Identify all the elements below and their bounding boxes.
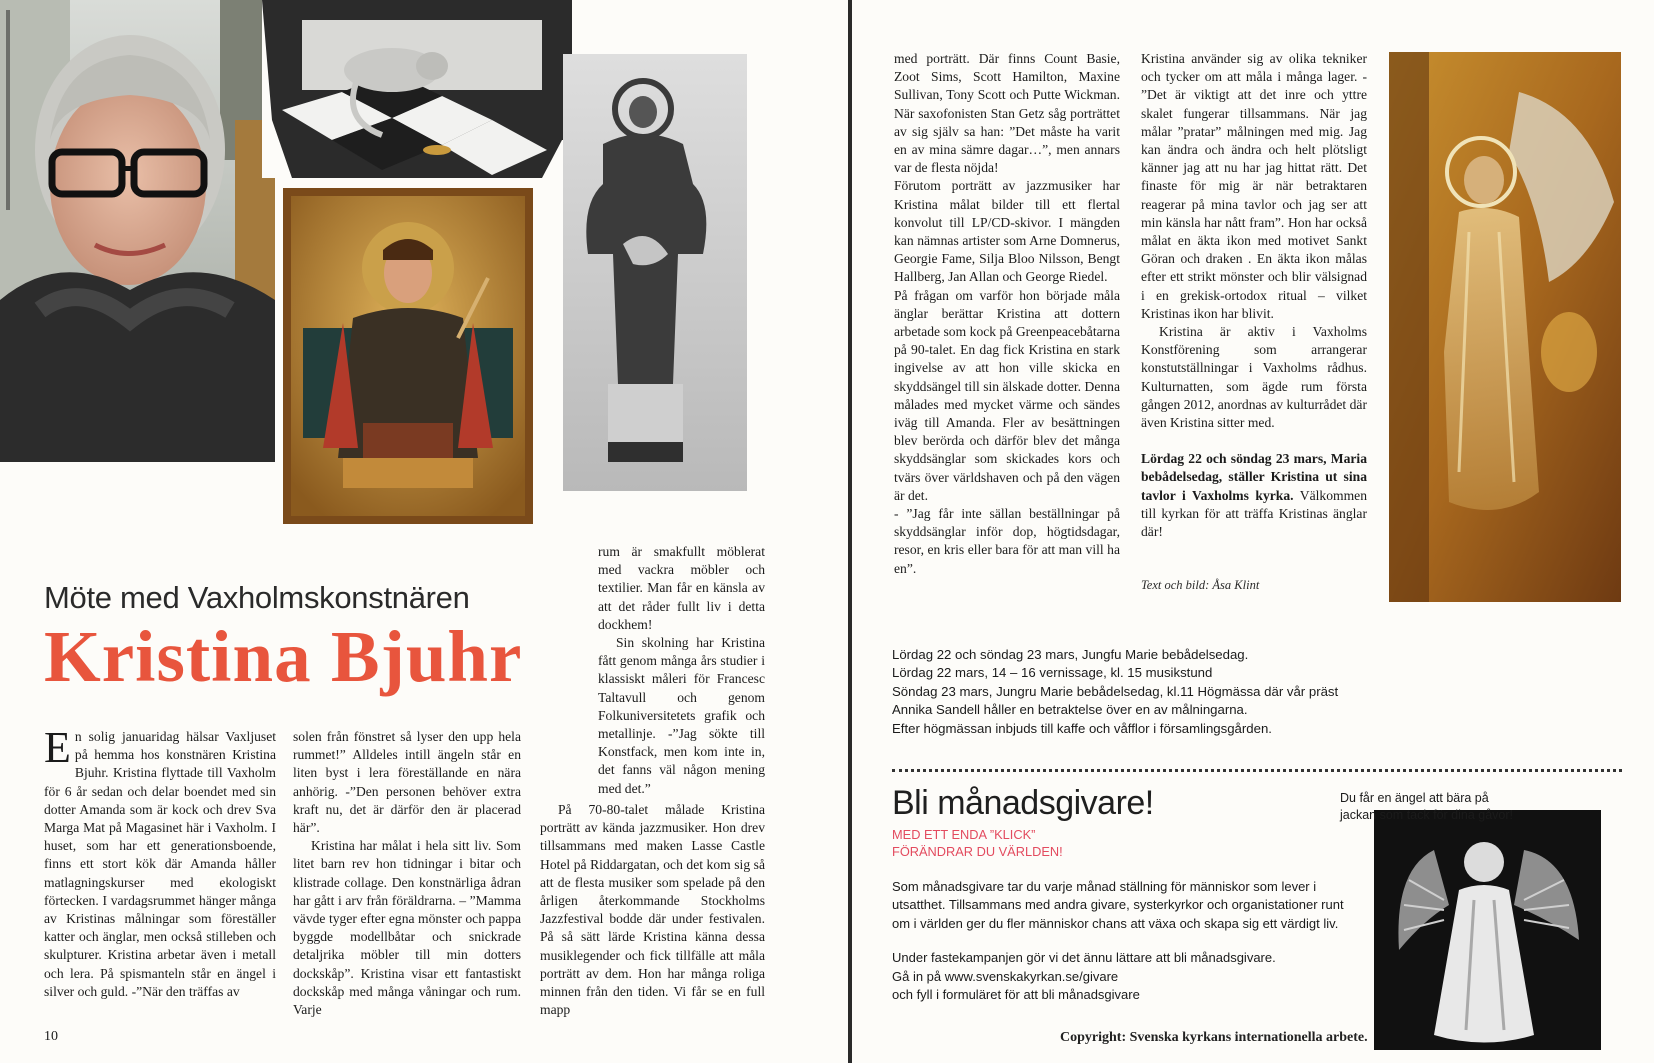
article-column-2: [293, 728, 521, 1019]
event-line: Lördag 22 och söndag 23 mars, Jungfu Marie bebådelsedag.: [892, 647, 1249, 662]
paragraph: Välkommen till kyrkan för att träffa Kristinas änglar där!: [1141, 487, 1367, 540]
paragraph: n solig januaridag hälsar Vaxljuset på hemma hos konstnären Kristina Bjuhr. Kristina flyttade till Vaxholm för 6 år sedan och delar boendet med sin dotter Amanda som är kock och drev Sva Marga Mat på Magasinet här i Vaxholm. I huset, som har ett generationsboende, finns ett stort kök där Amanda håller matlagningskurser med ekologiskt förtecken. I vardagsrummet hänger många av Kristinas målningar som föreställer katter och änglar, men också stilleben och skulpturer. Kristina arbetar även i metall och lera. På spismanteln står en ängel i silver och guld. -”När den träffas av: [44, 729, 276, 999]
copyright-notice: Copyright: Svenska kyrkans internationella arbete.: [1060, 1030, 1368, 1045]
paragraph: Förutom porträtt av jazzmusiker har Kristina målat bilder till ett flertal konvolut till LP/CD-skivor. I mängden kan nämnas artister som Arne Domnerus, Georgie Fame, Silja Bloo Nilsson, Bengt Hallberg, Jan Allan och George Riedel.: [894, 178, 1120, 285]
paragraph: På frågan om varför hon började måla änglar berättar Kristina att dottern arbetade som kock på Greenpeacebåtarna på 90-talet. En dag fick Kristina en stark ingivelse av att hon ville skicka en skyddsängel till sin älskade dotter. Denna målades med mycket värme och sändes iväg till Amanda. Fler av besättningen blev berörda och därför blev det många skyddsänglar som skickades kors och tvärs över världshaven och på den vägen är det.: [894, 287, 1120, 503]
angel-pin-caption-line: Du får en ängel att bära på: [1340, 791, 1489, 805]
article-kicker: Möte med Vaxholmskonstnären: [44, 580, 470, 615]
article-column-5: [1141, 50, 1367, 541]
cat-painting-photo: [262, 0, 572, 178]
giver-subheading-line: MED ETT ENDA ”KLICK”: [892, 827, 1036, 842]
giver-subheading: [892, 826, 1063, 860]
paragraph: Sin skolning har Kristina fått genom många års studier i klassiskt måleri för Francesc Taltavull och genom Folkuniversitetets grafik och metallinje. -”Jag sökte till Konstfack, men kom inte in, det fanns väl någon mening med det.”: [598, 635, 765, 796]
angel-sculpture-photo: [563, 54, 747, 491]
giver-body-line: och fyll i formuläret för att bli månadsgivare: [892, 987, 1140, 1003]
giver-subheading-line: FÖRÄNDRAR DU VÄRLDEN!: [892, 844, 1063, 859]
paragraph: rum är smakfullt möblerat med vackra möbler och textilier. Man får en känsla av att det råder fullt liv i detta dockhem!: [598, 544, 765, 632]
paragraph: Kristina är aktiv i Vaxholms Konstförening som arrangerar konstutställningar i Vaxholms rådhus. Kulturnatten, som ägde rum första gången 2012, anordnas av kulturrådet där även Kristina sitter med.: [1141, 324, 1367, 431]
event-line: Annika Sandell håller en betraktelse över en av målningarna.: [892, 702, 1248, 718]
giver-body-line: Som månadsgivare tar du varje månad ställning för människor som lever i: [892, 879, 1317, 894]
angel-pin-caption: [1340, 790, 1580, 824]
giver-body-line: om i världen ger du fler människor chans att växa och skapa sig ett värdigt liv.: [892, 915, 1339, 931]
article-column-4: [894, 50, 1120, 578]
event-line: Söndag 23 mars, Jungru Marie bebådelsedag, kl.11 Högmässa där vår präst: [892, 683, 1339, 699]
paragraph: Kristina har målat i hela sitt liv. Som litet barn rev hon tidningar i bitar och klistrade collage. Den konstnärliga ådran har gått i arv från föräldrarna. – ”Mamma vävde tyger efter egna mönster och pappa byggde modellbåtar och snickrade detaljrika möbler till min dotters dockskåp”. Kristina visar ett fantastiskt dockskåp med många våningar och rum. Varje: [293, 838, 521, 1018]
portrait-photo: [0, 0, 275, 462]
angel-pin-caption-line: jackan som tack för dina gåvor!: [1340, 808, 1513, 822]
article-column-3: [540, 801, 765, 1019]
dotted-divider: [892, 769, 1622, 772]
event-line: Efter högmässan inbjuds till kaffe och våfflor i församlingsgården.: [892, 720, 1272, 736]
giver-body-line: utsatthet. Tillsammans med andra givare, systerkyrkor och organistationer runt: [892, 897, 1344, 913]
exhibition-announcement: Lördag 22 och söndag 23 mars, Maria bebådelsedag, ställer Kristina ut sina tavlor i Vaxholms kyrka.: [1141, 451, 1367, 503]
article-headline: Kristina Bjuhr: [44, 616, 523, 697]
page-number: 10: [44, 1029, 58, 1044]
angel-pin-photo: [1374, 810, 1601, 1050]
article-column-3-top: [598, 543, 765, 798]
paragraph: solen från fönstret så lyser den upp hela rummet!” Alldeles intill ängeln står en liten byst i lera föreställande en nära anhörig. -”Den personen behöver extra kraft nu, det är därför den är placerad här”.: [293, 729, 521, 836]
article-column-1: [44, 723, 276, 1001]
giver-heading: Bli månadsgivare!: [892, 784, 1154, 822]
paragraph: På 70-80-talet målade Kristina porträtt av kända jazzmusiker. Hon drev tillsammans med maken Lasse Castle Hotel på Riddargatan, och det kom sig så att de flesta musiker som spelade på den årligen återkommande Stockholms Jazzfestival bodde där under festivalen. På så sätt lärde Kristina känna dessa musiklegender och fick tillfälle att måla porträtt av dem. Hon har många roliga minnen från den tiden. Vi får se en full mapp: [540, 802, 765, 1018]
paragraph: med porträtt. Där finns Count Basie, Zoot Sims, Scott Hamilton, Maxine Sullivan, Tony Scott och Putte Wickman. När saxofonisten Stan Getz såg porträttet av sig själv sa han: ”Det måste ha varit en av mina sämre dagar…”, men annars var de flesta nöjda!: [894, 51, 1120, 176]
dropcap: E: [44, 723, 71, 772]
giver-body: [892, 878, 1387, 1004]
giver-body-line: Under fastekampanjen gör vi det ännu lättare att bli månadsgivare.: [892, 950, 1276, 966]
angel-painting-photo: [1389, 52, 1621, 602]
event-schedule: [892, 646, 1452, 738]
right-page: [852, 0, 1654, 1063]
giver-link-text: Gå in på www.svenskakyrkan.se/givare: [892, 968, 1119, 984]
paragraph: Kristina använder sig av olika tekniker och tycker om att måla i många lager. - ”Det är viktigt att det inre och yttre skalet fungerar tillsammans. När jag målar ”pratar” målningen med mig. Jag kan ändra och ändra och helt plötsligt känner jag att nu har jag hittat rätt. Det finaste för mig är när betraktaren reagerar på mina tavlor och jag ser att min känsla har nått fram”. Hon har också målat en äkta ikon med motivet Sankt Göran och draken . En äkta ikon målas efter ett strikt mönster och blir välsignad i en grekisk-ortodox ritual – vilket Kristinas ikon har blivit.: [1141, 51, 1367, 321]
byline: Text och bild: Åsa Klint: [1141, 578, 1260, 592]
paragraph: - ”Jag får inte sällan beställningar på skyddsänglar inför dop, högtidsdagar, resor, en kris eller bara för att man vill ha en”.: [894, 506, 1120, 576]
event-line: Lördag 22 mars, 14 – 16 vernissage, kl. 15 musikstund: [892, 665, 1213, 681]
saint-icon-photo: [283, 188, 533, 524]
